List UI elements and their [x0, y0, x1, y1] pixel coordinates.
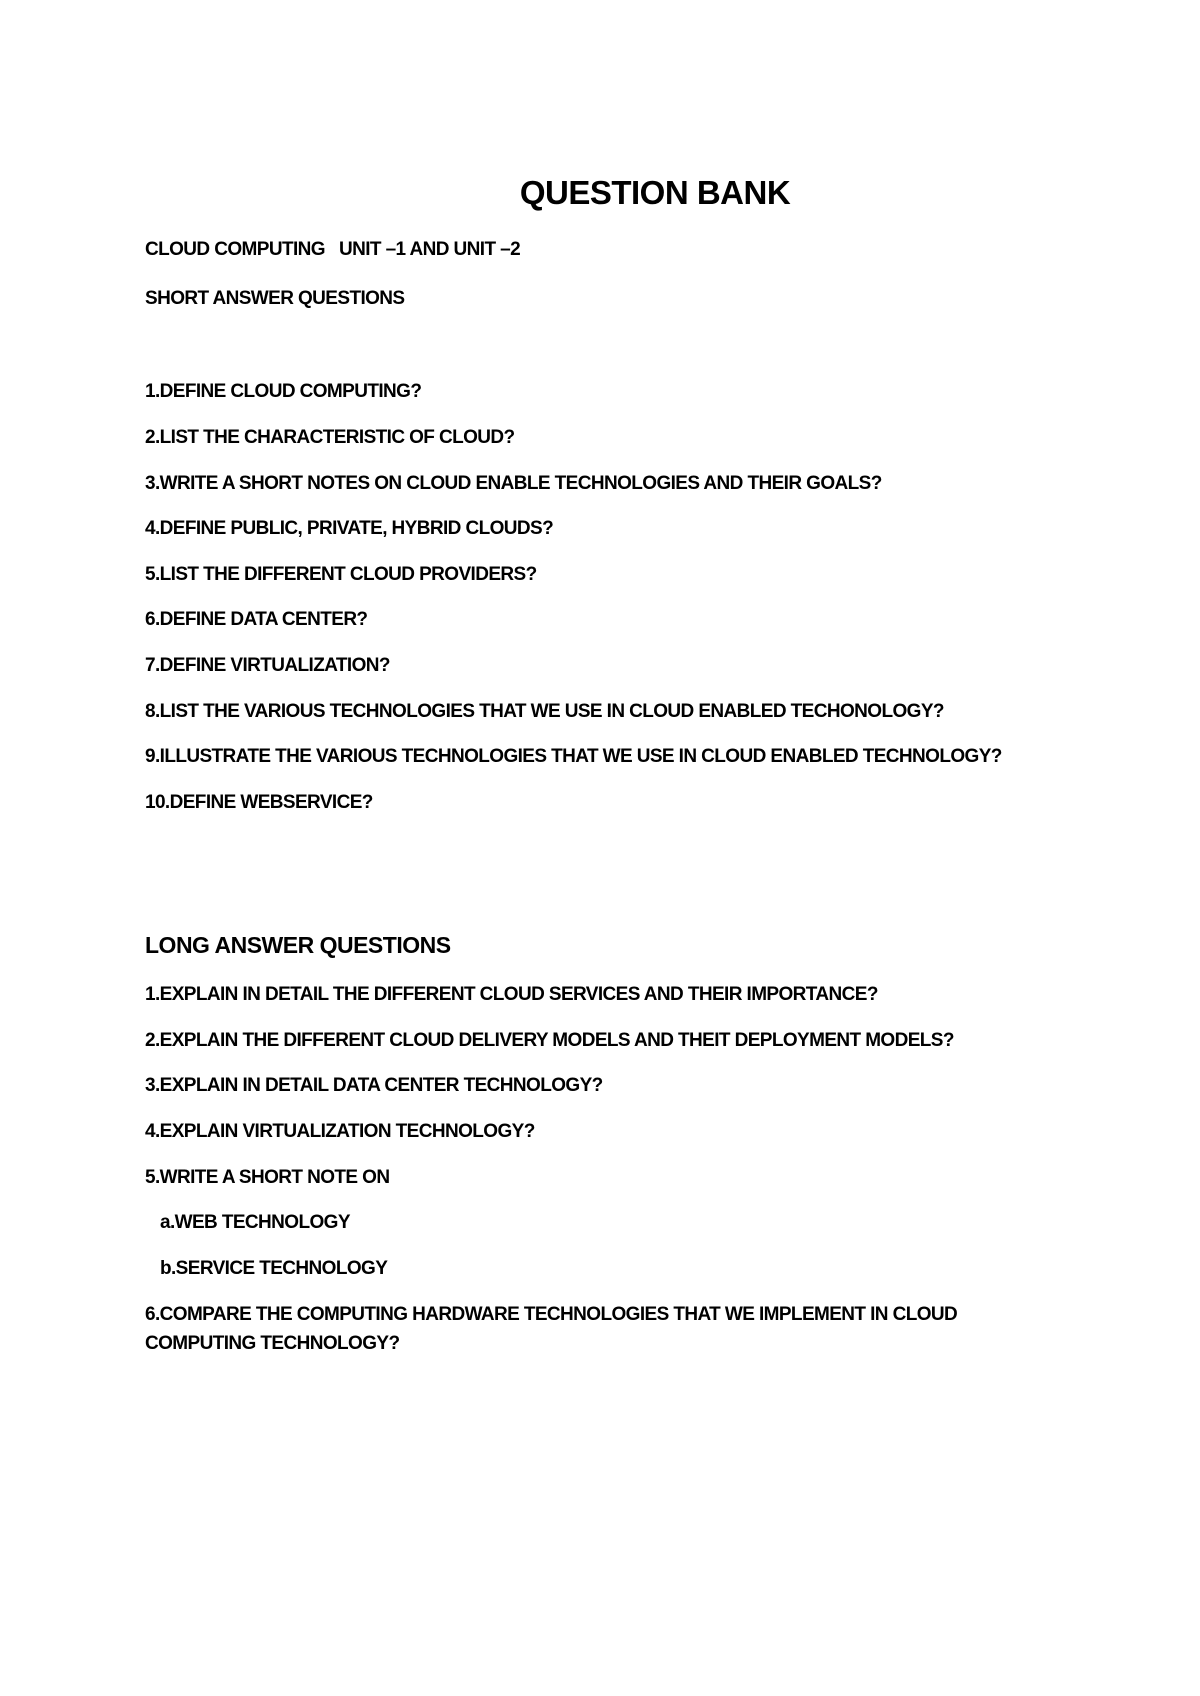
short-answer-heading: SHORT ANSWER QUESTIONS [145, 288, 405, 309]
short-question-9: 9.ILLUSTRATE THE VARIOUS TECHNOLOGIES THAT WE USE IN CLOUD ENABLED TECHNOLOGY? [145, 746, 1002, 767]
short-question-3: 3.WRITE A SHORT NOTES ON CLOUD ENABLE TECHNOLOGIES AND THEIR GOALS? [145, 473, 882, 494]
short-question-7: 7.DEFINE VIRTUALIZATION? [145, 655, 390, 676]
short-question-1: 1.DEFINE CLOUD COMPUTING? [145, 381, 422, 402]
course-subtitle: CLOUD COMPUTING UNIT –1 AND UNIT –2 [145, 239, 521, 260]
long-question-2: 2.EXPLAIN THE DIFFERENT CLOUD DELIVERY MODELS AND THEIT DEPLOYMENT MODELS? [145, 1030, 954, 1051]
long-question-3: 3.EXPLAIN IN DETAIL DATA CENTER TECHNOLOGY? [145, 1075, 603, 1096]
short-question-6: 6.DEFINE DATA CENTER? [145, 609, 368, 630]
long-question-5: 5.WRITE A SHORT NOTE ON [145, 1167, 390, 1188]
long-answer-heading: LONG ANSWER QUESTIONS [145, 932, 451, 958]
long-question-5a: a.WEB TECHNOLOGY [160, 1212, 350, 1233]
long-question-1: 1.EXPLAIN IN DETAIL THE DIFFERENT CLOUD SERVICES AND THEIR IMPORTANCE? [145, 984, 878, 1005]
page-title: QUESTION BANK [519, 174, 791, 211]
short-question-2: 2.LIST THE CHARACTERISTIC OF CLOUD? [145, 427, 515, 448]
short-question-4: 4.DEFINE PUBLIC, PRIVATE, HYBRID CLOUDS? [145, 518, 554, 539]
short-question-5: 5.LIST THE DIFFERENT CLOUD PROVIDERS? [145, 564, 537, 585]
short-question-8: 8.LIST THE VARIOUS TECHNOLOGIES THAT WE USE IN CLOUD ENABLED TECHONOLOGY? [145, 701, 944, 722]
long-question-5b: b.SERVICE TECHNOLOGY [160, 1258, 388, 1279]
long-question-6: 6.COMPARE THE COMPUTING HARDWARE TECHNOLOGIES THAT WE IMPLEMENT IN CLOUD COMPUTING TECHNOLOGY? [145, 1304, 958, 1354]
long-question-4: 4.EXPLAIN VIRTUALIZATION TECHNOLOGY? [145, 1121, 535, 1142]
short-question-10: 10.DEFINE WEBSERVICE? [145, 792, 373, 813]
